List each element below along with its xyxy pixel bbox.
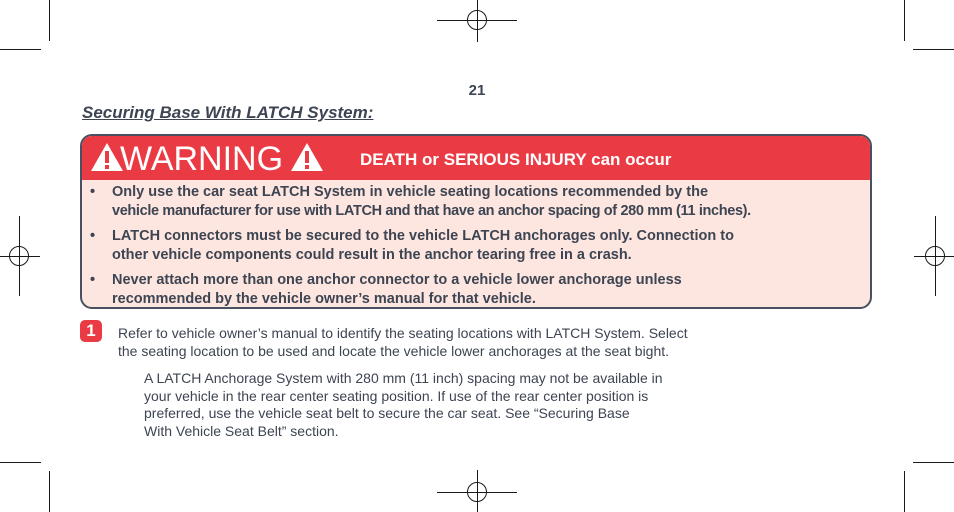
step-text: [118, 324, 748, 360]
note-line: preferred, use the vehicle seat belt to secure the car seat. See “Securing Base: [144, 405, 630, 421]
warning-word: WARNING: [120, 140, 284, 178]
step-text-line: the seating location to be used and locate the vehicle lower anchorages at the seat bight.: [118, 343, 670, 359]
warning-item-line: other vehicle components could result in the anchor tearing free in a crash.: [112, 247, 632, 263]
warning-item: [86, 183, 872, 221]
crop-mark: [49, 0, 50, 41]
bullet-icon: •: [90, 184, 96, 200]
warning-item-line: LATCH connectors must be secured to the vehicle LATCH anchorages only. Connection to: [112, 228, 734, 244]
warning-header: [82, 136, 870, 180]
warning-item-line: vehicle manufacturer for use with LATCH and that have an anchor spacing of 280 mm (11 inches).: [112, 203, 751, 219]
crop-mark: [904, 0, 905, 41]
section-title: Securing Base With LATCH System:: [82, 103, 374, 122]
warning-item: [86, 227, 872, 265]
warning-list: [82, 183, 870, 309]
crop-mark: [49, 471, 50, 512]
note-text: [144, 370, 724, 440]
bullet-icon: •: [90, 228, 96, 244]
crop-mark: [913, 462, 954, 463]
warning-item: [86, 271, 872, 309]
page-number: 21: [468, 82, 486, 99]
crop-mark: [904, 471, 905, 512]
note-line: With Vehicle Seat Belt” section.: [144, 422, 339, 439]
note-line: A LATCH Anchorage System with 280 mm (11 inch) spacing may not be available in: [144, 370, 663, 386]
crop-mark: [0, 49, 41, 50]
step-text-line: Refer to vehicle owner’s manual to identify the seating locations with LATCH System. Select: [118, 325, 688, 341]
warning-item-line: recommended by the vehicle owner’s manual for that vehicle.: [112, 291, 536, 307]
warning-tagline: DEATH or SERIOUS INJURY can occur: [360, 150, 672, 169]
warning-triangle-icon: [290, 142, 324, 172]
crop-mark: [913, 49, 954, 50]
note-line: your vehicle in the rear center seating position. If use of the rear center position is: [144, 387, 649, 404]
warning-item-line: Only use the car seat LATCH System in vehicle seating locations recommended by the: [112, 184, 709, 200]
bullet-icon: •: [90, 272, 96, 288]
step-number-badge: 1: [80, 320, 102, 342]
warning-triangle-icon: [90, 142, 124, 172]
warning-box: [80, 134, 872, 309]
warning-item-line: Never attach more than one anchor connector to a vehicle lower anchorage unless: [112, 272, 682, 288]
crop-mark: [0, 462, 41, 463]
